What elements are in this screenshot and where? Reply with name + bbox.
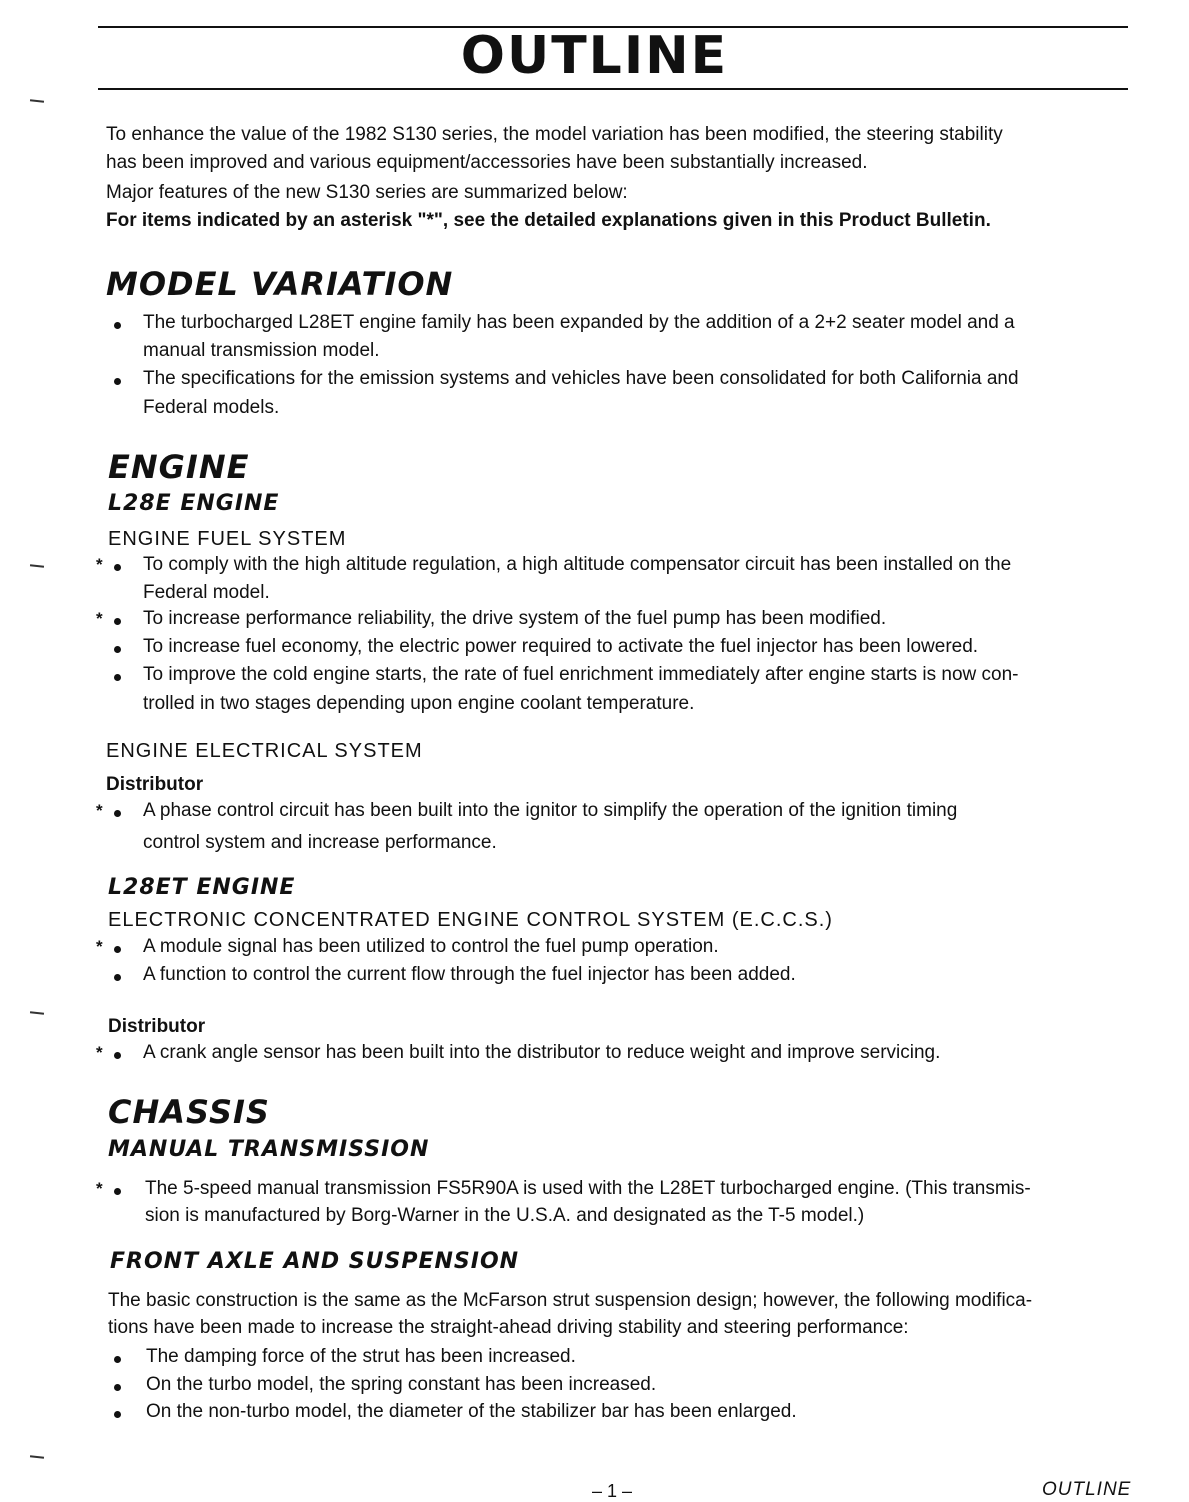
asterisk-marker: *	[96, 937, 103, 956]
bullet	[114, 674, 121, 681]
bullet-text: A function to control the current flow through the fuel injector has been added.	[143, 964, 796, 985]
page-number: – 1 –	[592, 1481, 633, 1501]
paragraph-line: tions have been made to increase the straight-ahead driving stability and steering performance:	[108, 1317, 909, 1338]
bullet	[114, 946, 121, 953]
page-title: OUTLINE	[460, 26, 729, 86]
paragraph-line: The basic construction is the same as the McFarson strut suspension design; however, the following modifica-	[108, 1290, 1033, 1311]
bullet-text: trolled in two stages depending upon engine coolant temperature.	[143, 693, 695, 714]
bullet-text: A phase control circuit has been built into the ignitor to simplify the operation of the ignition timing	[143, 800, 958, 821]
section-heading-model-variation: MODEL VARIATION	[106, 265, 454, 303]
bullet-text: A crank angle sensor has been built into the distributor to reduce weight and improve servicing.	[143, 1042, 941, 1063]
asterisk-marker: *	[96, 1043, 103, 1062]
bullet	[114, 564, 121, 571]
asterisk-marker: *	[96, 1179, 103, 1198]
bullet-text: A module signal has been utilized to control the fuel pump operation.	[143, 936, 719, 957]
group-heading-fuel-system: ENGINE FUEL SYSTEM	[108, 528, 347, 550]
intro-line: Major features of the new S130 series are summarized below:	[106, 182, 628, 203]
margin-mark	[30, 1455, 44, 1458]
subsection-heading-front-axle: FRONT AXLE AND SUSPENSION	[110, 1249, 520, 1274]
bullet	[114, 1188, 121, 1195]
margin-mark	[30, 564, 44, 567]
bullet	[114, 646, 121, 653]
bullet	[114, 1356, 121, 1363]
bullet	[114, 322, 121, 329]
subheading-distributor: Distributor	[108, 1016, 206, 1037]
bullet-text: To improve the cold engine starts, the rate of fuel enrichment immediately after engine starts is now con-	[143, 664, 1019, 685]
intro-line: has been improved and various equipment/accessories have been substantially increased.	[106, 152, 868, 173]
bullet-text: Federal models.	[143, 397, 280, 418]
margin-mark	[30, 99, 44, 102]
bullet-text: control system and increase performance.	[143, 832, 497, 853]
bullet-text: To increase fuel economy, the electric power required to activate the fuel injector has been lowered.	[143, 636, 979, 657]
bullet-text: On the non-turbo model, the diameter of the stabilizer bar has been enlarged.	[146, 1401, 797, 1422]
bullet	[114, 1384, 121, 1391]
subsection-heading-l28e: L28E ENGINE	[108, 491, 280, 516]
bullet-text: The 5-speed manual transmission FS5R90A is used with the L28ET turbocharged engine. (This transmis-	[145, 1178, 1031, 1199]
bullet	[114, 618, 121, 625]
subheading-distributor: Distributor	[106, 774, 204, 795]
intro-note: For items indicated by an asterisk "*", see the detailed explanations given in this Product Bulletin.	[106, 210, 991, 231]
bullet	[114, 378, 121, 385]
bullet-text: The specifications for the emission systems and vehicles have been consolidated for both California and	[143, 368, 1019, 389]
bullet-text: To comply with the high altitude regulation, a high altitude compensator circuit has been installed on the	[143, 554, 1012, 575]
bullet	[114, 1411, 121, 1418]
bullet	[114, 810, 121, 817]
subsection-heading-l28et: L28ET ENGINE	[108, 875, 296, 900]
bullet-text: The turbocharged L28ET engine family has been expanded by the addition of a 2+2 seater model and a	[143, 312, 1015, 333]
asterisk-marker: *	[96, 801, 103, 820]
section-heading-engine: ENGINE	[108, 448, 250, 486]
bullet-text: To increase performance reliability, the drive system of the fuel pump has been modified.	[143, 608, 887, 629]
group-heading-electrical: ENGINE ELECTRICAL SYSTEM	[106, 740, 423, 762]
bullet-text: The damping force of the strut has been increased.	[146, 1346, 576, 1367]
section-heading-chassis: CHASSIS	[108, 1093, 270, 1131]
bullet-text: On the turbo model, the spring constant has been increased.	[146, 1374, 657, 1395]
bullet-text: sion is manufactured by Borg-Warner in the U.S.A. and designated as the T-5 model.)	[145, 1205, 865, 1226]
asterisk-marker: *	[96, 555, 103, 574]
bullet	[114, 1052, 121, 1059]
intro-line: To enhance the value of the 1982 S130 series, the model variation has been modified, the steering stability	[106, 124, 1003, 145]
group-heading-eccs: ELECTRONIC CONCENTRATED ENGINE CONTROL SYSTEM (E.C.C.S.)	[108, 909, 833, 931]
bullet-text: manual transmission model.	[143, 340, 380, 361]
title-rule-bottom	[98, 88, 1128, 90]
asterisk-marker: *	[96, 609, 103, 628]
bullet-text: Federal model.	[143, 582, 270, 603]
subsection-heading-manual-transmission: MANUAL TRANSMISSION	[108, 1137, 430, 1162]
footer-section-label: OUTLINE	[1042, 1479, 1132, 1500]
margin-mark	[30, 1011, 44, 1014]
bullet	[114, 974, 121, 981]
